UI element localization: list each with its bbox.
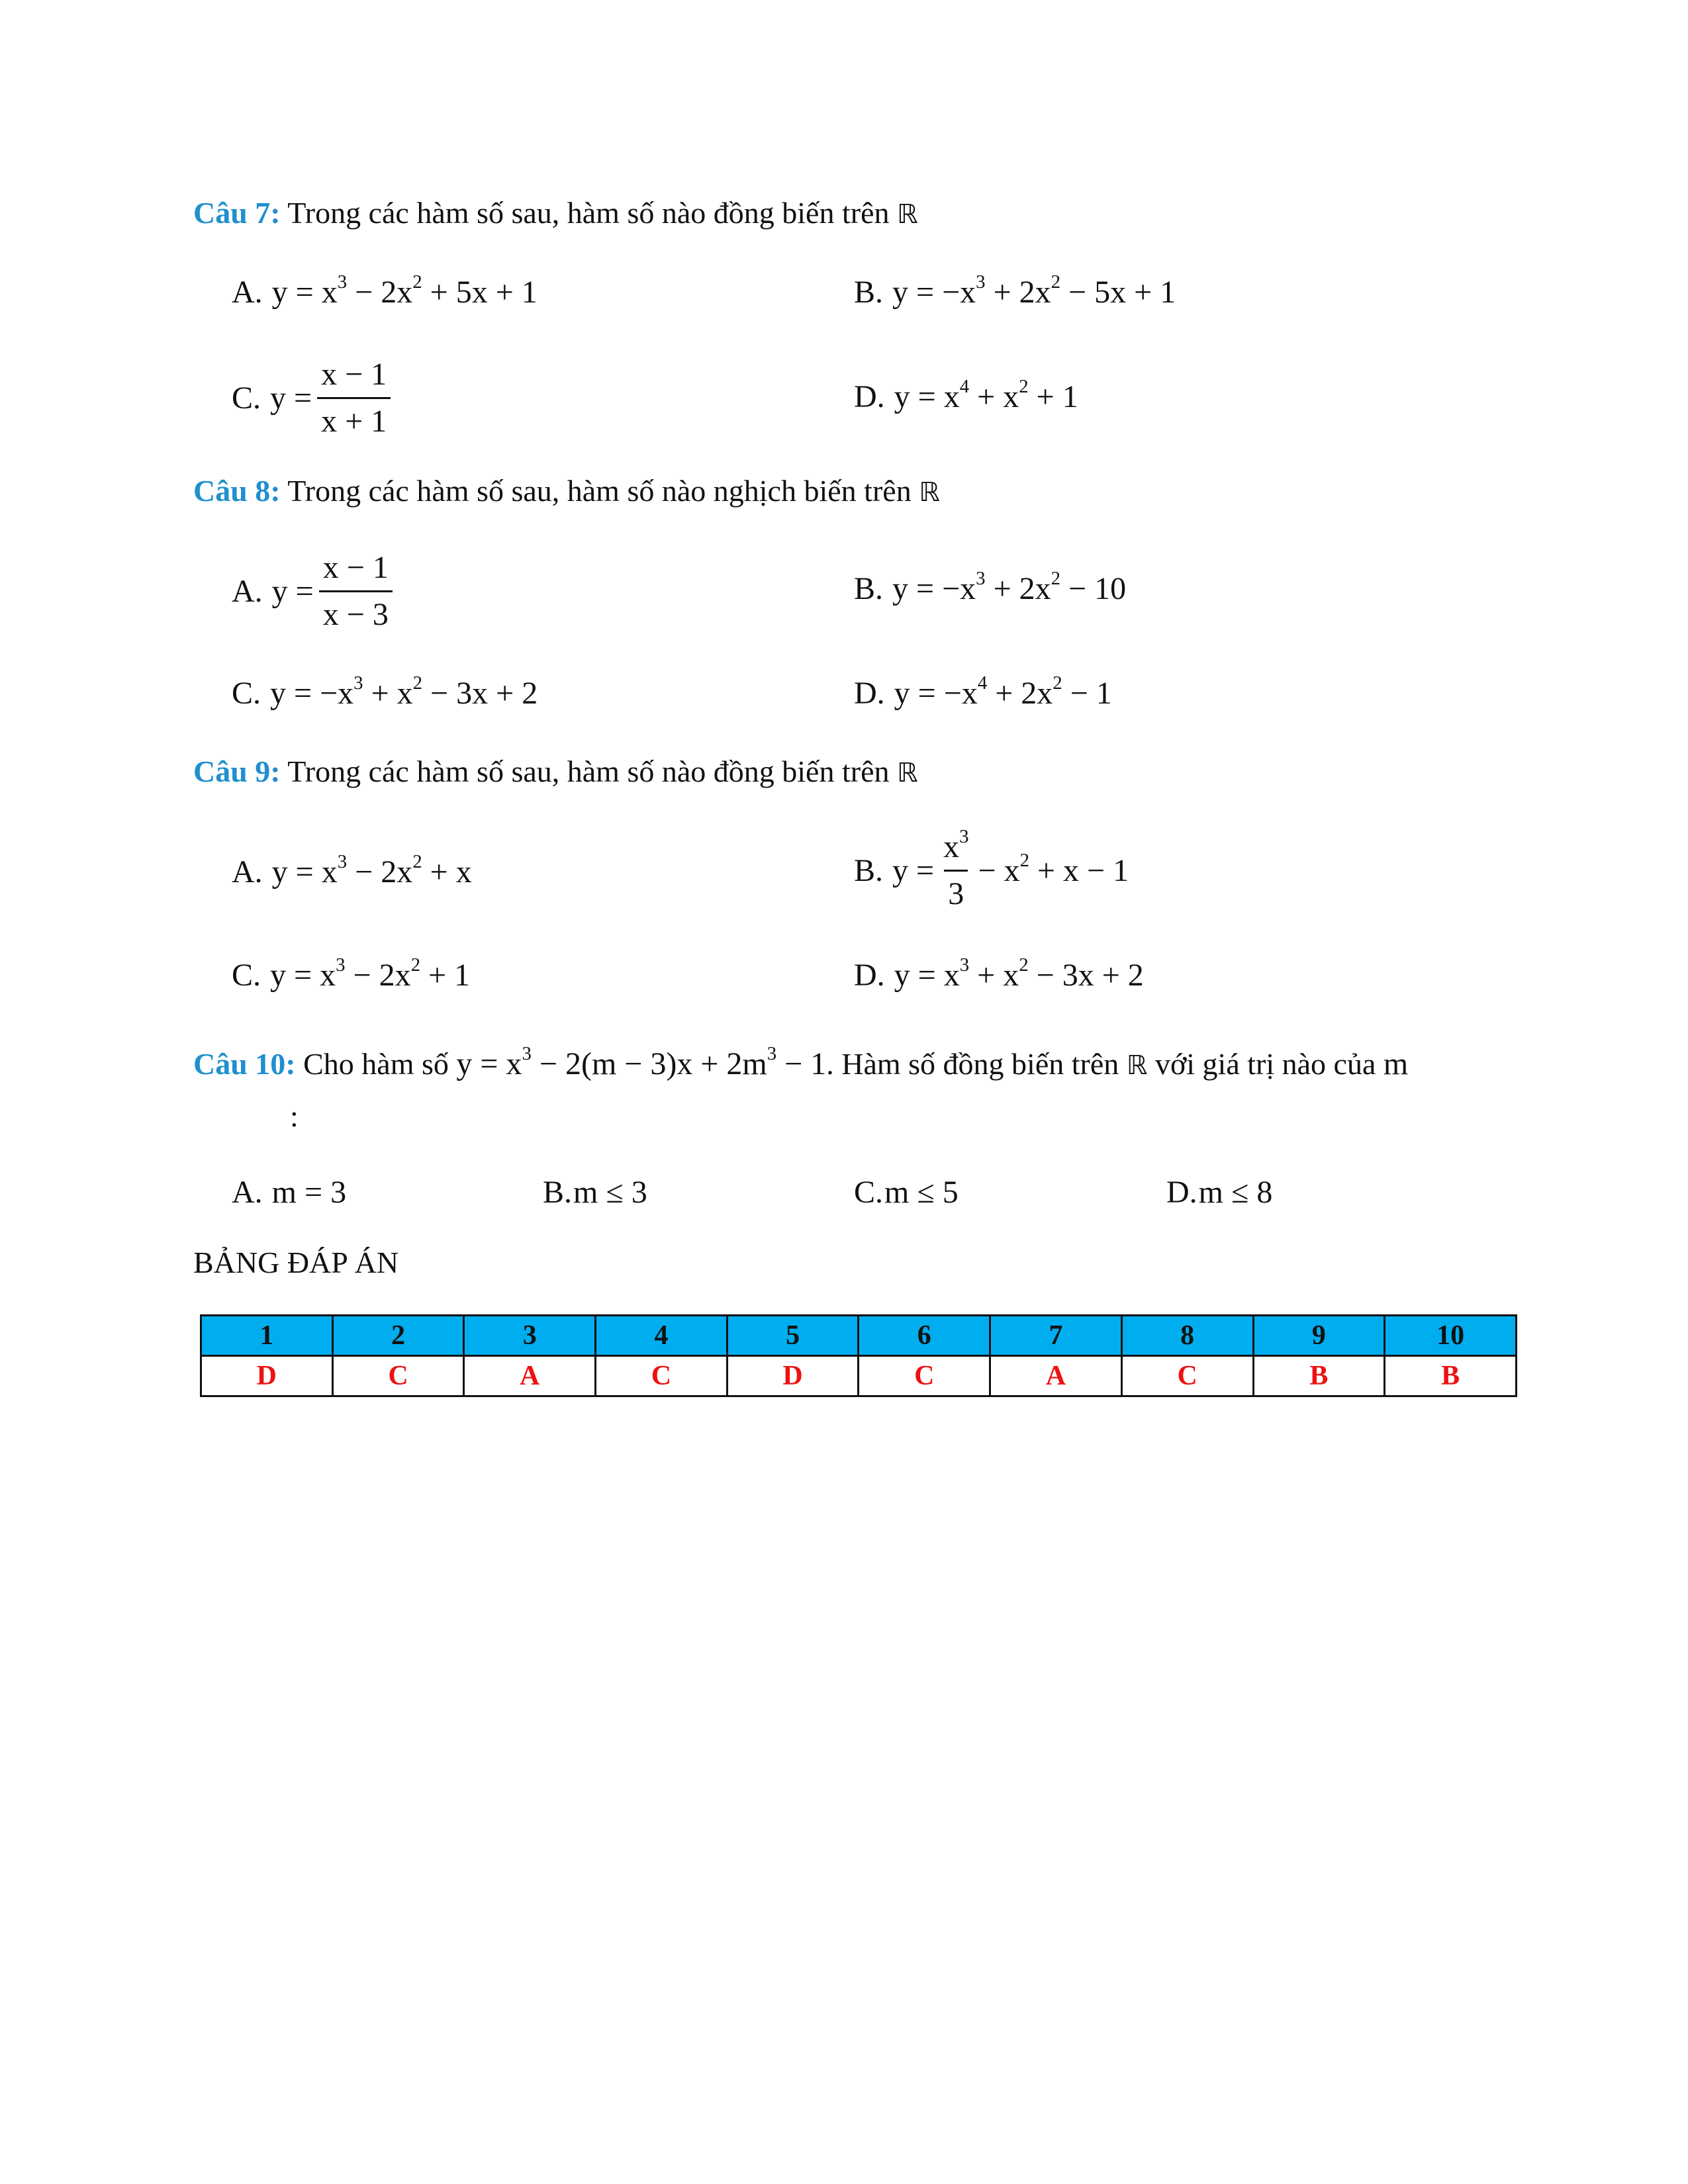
- option-label: B.: [854, 852, 884, 888]
- answer-cell: C: [1121, 1356, 1253, 1396]
- answer-cell: D: [727, 1356, 859, 1396]
- question-number-cell: 4: [596, 1316, 727, 1356]
- question-9-title: [193, 752, 918, 793]
- question-7-text: Trong các hàm số sau, hàm số nào đồng biến trên: [280, 196, 897, 230]
- real-numbers-symbol: ℝ: [1126, 1050, 1148, 1081]
- option-expression: m ≤ 8: [1198, 1175, 1273, 1210]
- question-7-option-a: [232, 273, 538, 312]
- option-expression: y =: [892, 852, 935, 888]
- question-10-continuation: :: [290, 1099, 299, 1133]
- question-number-cell: 8: [1121, 1316, 1253, 1356]
- question-number-cell: 2: [332, 1316, 464, 1356]
- answer-table-title: BẢNG ĐÁP ÁN: [193, 1246, 399, 1279]
- answer-table-header-row: [201, 1316, 1517, 1356]
- question-10-option-d: [1166, 1173, 1272, 1212]
- answer-cell: B: [1385, 1356, 1517, 1396]
- option-expression: m ≤ 3: [573, 1175, 647, 1210]
- fraction: $\frac{x^3}{3}$: [939, 827, 972, 914]
- question-10-param: m: [1383, 1046, 1409, 1081]
- question-8-text: Trong các hàm số sau, hàm số nào nghịch biến trên: [280, 474, 919, 508]
- option-label: B.: [854, 571, 884, 606]
- option-expression: $y = x^3 + x^2 - 3x + 2$: [894, 954, 1144, 993]
- option-label: A.: [232, 1175, 263, 1210]
- question-9-option-b: [854, 827, 1129, 914]
- question-10-option-a: [232, 1173, 346, 1212]
- question-number-cell: 5: [727, 1316, 859, 1356]
- question-7-title: [193, 193, 918, 234]
- question-number-cell: 10: [1385, 1316, 1517, 1356]
- answer-cell: D: [201, 1356, 333, 1396]
- answer-cell: C: [332, 1356, 464, 1396]
- option-label: A.: [232, 854, 263, 889]
- question-8-option-a: [232, 548, 398, 635]
- question-10-text-before: Cho hàm số: [295, 1047, 457, 1081]
- question-8-title: [193, 471, 940, 512]
- option-expression: m = 3: [271, 1175, 347, 1210]
- option-label: D.: [1166, 1175, 1197, 1210]
- question-10-text-end: với giá trị nào của: [1147, 1047, 1383, 1081]
- question-8-option-c: [232, 674, 538, 713]
- option-expression: $y = x^4 + x^2 + 1$: [894, 376, 1078, 414]
- fraction: $\frac{x - 1}{x - 3}$: [319, 548, 393, 635]
- option-expression: m ≤ 5: [884, 1175, 959, 1210]
- question-10-title: [193, 1044, 1408, 1085]
- question-10-option-b: [543, 1173, 647, 1212]
- option-label: D.: [854, 676, 885, 711]
- fraction: $\frac{x - 1}{x + 1}$: [317, 355, 391, 441]
- answer-cell: A: [464, 1356, 596, 1396]
- question-7-label: Câu 7:: [193, 196, 281, 230]
- question-10-function: $y = x^3 - 2(m - 3)x + 2m^3 - 1$: [456, 1043, 827, 1081]
- option-expression: $y = -x^3 + 2x^2 - 5x + 1$: [892, 271, 1176, 310]
- option-expression: $y = x^3 - 2x^2 + x$: [271, 851, 472, 889]
- question-9-option-c: [232, 956, 470, 995]
- question-10-text-after: . Hàm số đồng biến trên: [826, 1047, 1127, 1081]
- option-label: C.: [232, 380, 261, 416]
- question-number-cell: 1: [201, 1316, 333, 1356]
- question-9-label: Câu 9:: [193, 754, 281, 788]
- question-7-option-b: [854, 273, 1176, 312]
- question-number-cell: 3: [464, 1316, 596, 1356]
- option-label: A.: [232, 275, 263, 310]
- question-7-option-c: [232, 355, 396, 441]
- option-expression: $y = -x^3 + x^2 - 3x + 2$: [270, 672, 538, 711]
- option-label: D.: [854, 958, 885, 993]
- real-numbers-symbol: ℝ: [897, 758, 918, 788]
- option-label: B.: [854, 275, 884, 310]
- question-9-text: Trong các hàm số sau, hàm số nào đồng biến trên: [280, 754, 897, 788]
- option-expression: $y = x^3 - 2x^2 + 1$: [270, 954, 471, 993]
- question-number-cell: 9: [1253, 1316, 1385, 1356]
- question-7-option-d: [854, 377, 1078, 417]
- question-9-option-a: [232, 852, 472, 892]
- question-8-option-b: [854, 569, 1126, 609]
- question-8-option-d: [854, 674, 1112, 713]
- option-label: C.: [232, 958, 261, 993]
- question-number-cell: 7: [990, 1316, 1122, 1356]
- answer-cell: B: [1253, 1356, 1385, 1396]
- option-label: C.: [232, 676, 261, 711]
- answer-cell: A: [990, 1356, 1122, 1396]
- option-expression: y =: [270, 380, 312, 416]
- option-label: D.: [854, 379, 885, 414]
- option-label: B.: [543, 1175, 573, 1210]
- option-expression: y =: [271, 573, 314, 609]
- real-numbers-symbol: ℝ: [897, 199, 918, 230]
- question-9-option-d: [854, 956, 1144, 995]
- real-numbers-symbol: ℝ: [919, 477, 940, 508]
- answer-cell: C: [859, 1356, 990, 1396]
- question-number-cell: 6: [859, 1316, 990, 1356]
- question-10-option-c: [854, 1173, 959, 1212]
- option-expression: $y = x^3 - 2x^2 + 5x + 1$: [271, 271, 538, 310]
- option-expression: $y = -x^4 + 2x^2 - 1$: [894, 672, 1112, 711]
- option-label: A.: [232, 573, 263, 609]
- answer-cell: C: [596, 1356, 727, 1396]
- question-8-label: Câu 8:: [193, 474, 281, 508]
- answer-table-answer-row: [201, 1356, 1517, 1396]
- option-expression-rest: − $x^2 + x - 1$: [978, 849, 1129, 888]
- answer-table: [200, 1314, 1517, 1397]
- option-expression: $y = -x^3 + 2x^2 - 10$: [892, 568, 1127, 606]
- question-10-label: Câu 10:: [193, 1047, 296, 1081]
- option-label: C.: [854, 1175, 884, 1210]
